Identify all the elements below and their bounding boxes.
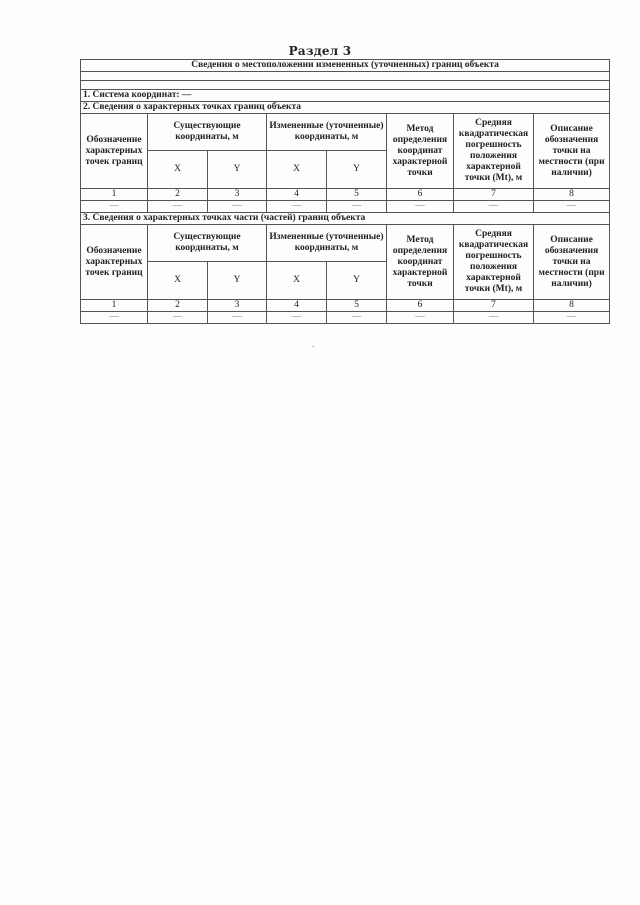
table1-title-row bbox=[81, 102, 610, 114]
column-number: 3 bbox=[208, 189, 267, 201]
table2-title-row bbox=[81, 213, 610, 225]
column-number: 8 bbox=[534, 189, 610, 201]
table-cell: — bbox=[534, 201, 610, 213]
table-cell: — bbox=[208, 201, 267, 213]
header-description: Описание обозначения точки на местности (при наличии) bbox=[534, 114, 610, 189]
subtitle: Сведения о местоположении измененных (уточненных) границ объекта bbox=[81, 60, 610, 72]
header-error: Средняя квадратическая погрешность положения характерной точки (Mt), м bbox=[454, 114, 534, 189]
column-number: 6 bbox=[387, 300, 454, 312]
table-cell: — bbox=[327, 312, 387, 324]
subtitle-row bbox=[81, 60, 610, 72]
table-cell: — bbox=[267, 201, 327, 213]
column-number: 4 bbox=[267, 189, 327, 201]
header-error: Средняя квадратическая погрешность положения характерной точки (Mt), м bbox=[454, 225, 534, 300]
blank-row bbox=[81, 81, 610, 90]
header-description: Описание обозначения точки на местности (при наличии) bbox=[534, 225, 610, 300]
section-frame bbox=[80, 59, 609, 324]
header-x: X bbox=[148, 262, 208, 300]
table-cell: — bbox=[387, 312, 454, 324]
table-cell: — bbox=[454, 201, 534, 213]
table2-number-row bbox=[81, 300, 610, 312]
table-cell: — bbox=[454, 312, 534, 324]
table-cell: — bbox=[267, 312, 327, 324]
column-number: 1 bbox=[81, 189, 148, 201]
header-changed: Измененные (уточненные) координаты, м bbox=[267, 225, 387, 262]
header-y: Y bbox=[327, 262, 387, 300]
table2-title: 3. Сведения о характерных точках части (частей) границ объекта bbox=[81, 213, 610, 225]
header-y: Y bbox=[208, 262, 267, 300]
table-cell: — bbox=[148, 312, 208, 324]
table-cell: — bbox=[148, 201, 208, 213]
column-number: 5 bbox=[327, 300, 387, 312]
table1-data-row bbox=[81, 201, 610, 213]
table-cell: — bbox=[81, 312, 148, 324]
section-title: Раздел 3 bbox=[288, 44, 352, 58]
table1-number-row bbox=[81, 189, 610, 201]
table2-data-row bbox=[81, 312, 610, 324]
header-x: X bbox=[267, 262, 327, 300]
header-y: Y bbox=[208, 151, 267, 189]
table-cell: — bbox=[208, 312, 267, 324]
column-number: 3 bbox=[208, 300, 267, 312]
scan-speck bbox=[312, 346, 314, 347]
table1-title: 2. Сведения о характерных точках границ объекта bbox=[81, 102, 610, 114]
header-y: Y bbox=[327, 151, 387, 189]
column-number: 6 bbox=[387, 189, 454, 201]
header-changed: Измененные (уточненные) координаты, м bbox=[267, 114, 387, 151]
header-existing: Существующие координаты, м bbox=[148, 114, 267, 151]
column-number: 2 bbox=[148, 300, 208, 312]
column-number: 8 bbox=[534, 300, 610, 312]
table-cell: — bbox=[327, 201, 387, 213]
header-existing: Существующие координаты, м bbox=[148, 225, 267, 262]
coord-system-row bbox=[81, 90, 610, 102]
header-x: X bbox=[267, 151, 327, 189]
table-cell: — bbox=[81, 201, 148, 213]
column-number: 1 bbox=[81, 300, 148, 312]
table1-header-row bbox=[81, 114, 610, 151]
blank-row bbox=[81, 72, 610, 81]
column-number: 7 bbox=[454, 300, 534, 312]
table2-header-row bbox=[81, 225, 610, 262]
table-cell: — bbox=[387, 201, 454, 213]
column-number: 7 bbox=[454, 189, 534, 201]
header-method: Метод определения координат характерной точки bbox=[387, 225, 454, 300]
section-table bbox=[80, 59, 610, 324]
column-number: 4 bbox=[267, 300, 327, 312]
coord-system: 1. Система координат: — bbox=[81, 90, 610, 102]
header-designation: Обозначение характерных точек границ bbox=[81, 114, 148, 189]
column-number: 5 bbox=[327, 189, 387, 201]
header-method: Метод определения координат характерной точки bbox=[387, 114, 454, 189]
header-designation: Обозначение характерных точек границ bbox=[81, 225, 148, 300]
table-cell: — bbox=[534, 312, 610, 324]
header-x: X bbox=[148, 151, 208, 189]
column-number: 2 bbox=[148, 189, 208, 201]
